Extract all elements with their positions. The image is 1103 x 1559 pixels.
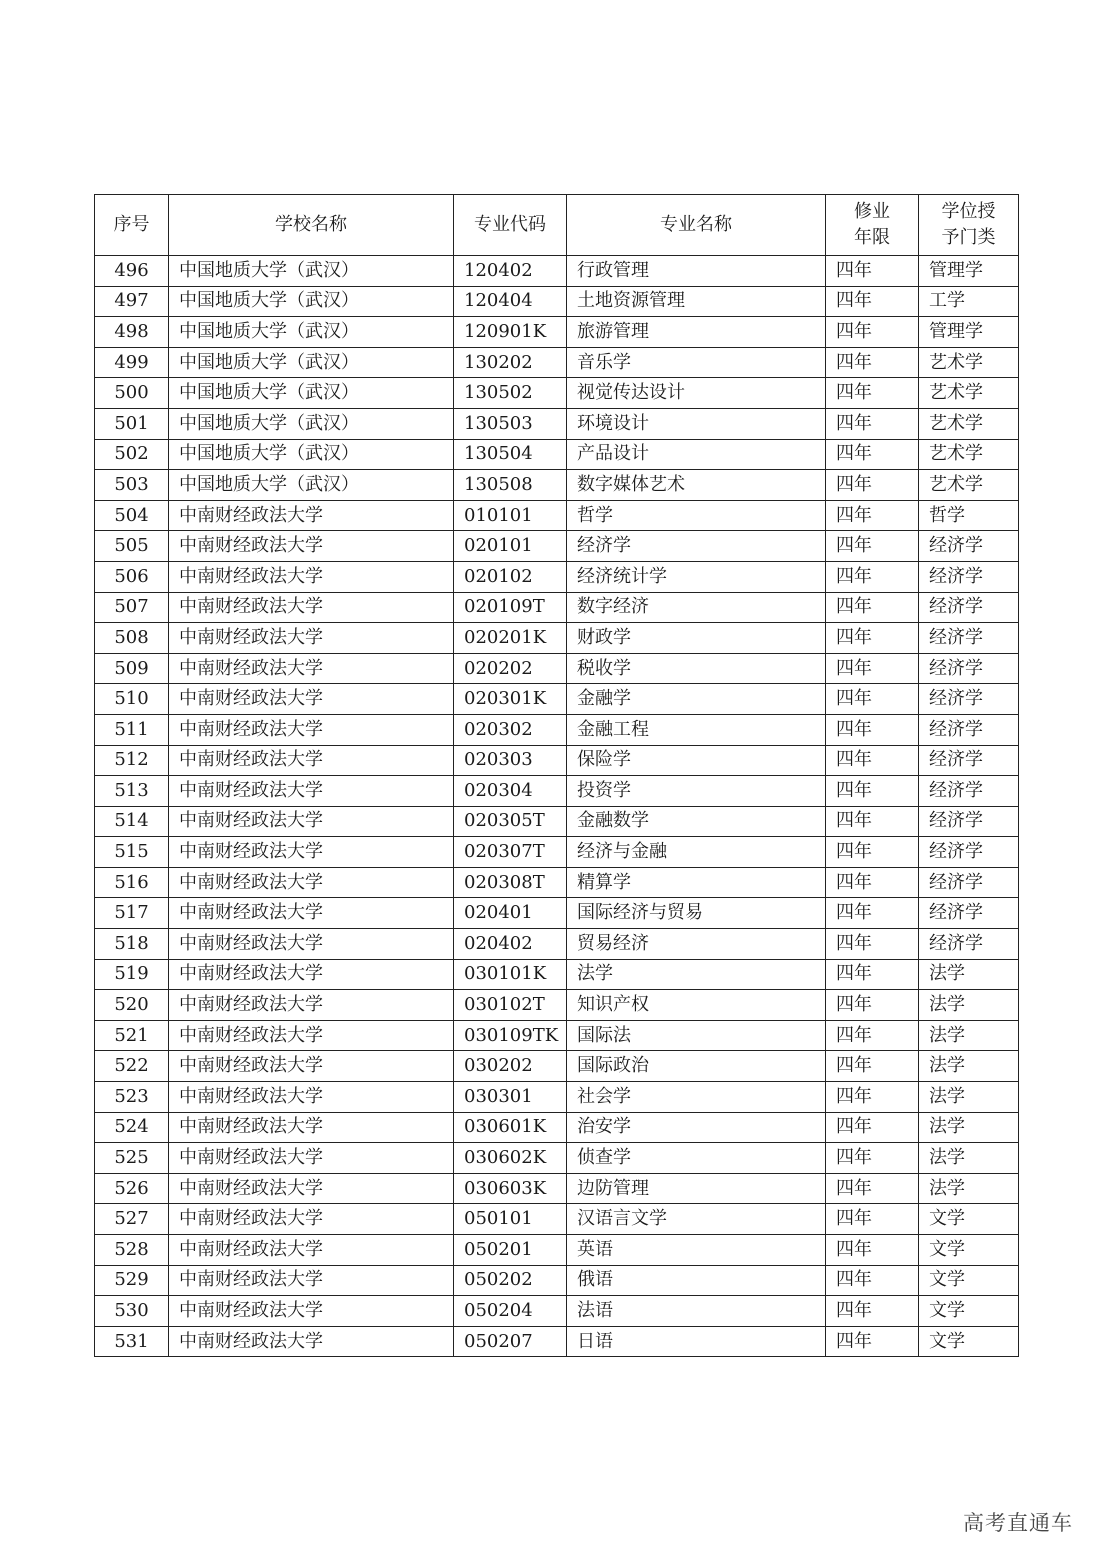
cell-index: 520 bbox=[95, 990, 169, 1021]
cell-code: 010101 bbox=[454, 500, 567, 531]
table-row bbox=[95, 470, 1019, 501]
cell-index: 531 bbox=[95, 1326, 169, 1357]
cell-index: 528 bbox=[95, 1235, 169, 1266]
cell-years: 四年 bbox=[826, 1020, 919, 1051]
cell-major: 治安学 bbox=[567, 1112, 826, 1143]
cell-school: 中南财经政法大学 bbox=[169, 776, 454, 807]
cell-major: 产品设计 bbox=[567, 439, 826, 470]
cell-index: 521 bbox=[95, 1020, 169, 1051]
header-years-line1: 修业 bbox=[854, 201, 890, 222]
header-degree-line2: 予门类 bbox=[941, 227, 996, 248]
cell-major: 侦查学 bbox=[567, 1143, 826, 1174]
cell-major: 金融工程 bbox=[567, 714, 826, 745]
cell-code: 020307T bbox=[454, 837, 567, 868]
cell-major: 经济学 bbox=[567, 531, 826, 562]
table-row bbox=[95, 347, 1019, 378]
cell-degree: 经济学 bbox=[919, 898, 1019, 929]
table-body bbox=[95, 256, 1019, 1357]
cell-index: 497 bbox=[95, 286, 169, 317]
cell-years: 四年 bbox=[826, 867, 919, 898]
cell-major: 旅游管理 bbox=[567, 317, 826, 348]
cell-major: 国际法 bbox=[567, 1020, 826, 1051]
cell-years: 四年 bbox=[826, 592, 919, 623]
cell-school: 中国地质大学（武汉） bbox=[169, 408, 454, 439]
cell-index: 519 bbox=[95, 959, 169, 990]
cell-index: 512 bbox=[95, 745, 169, 776]
cell-index: 526 bbox=[95, 1173, 169, 1204]
cell-major: 汉语言文学 bbox=[567, 1204, 826, 1235]
cell-index: 514 bbox=[95, 806, 169, 837]
cell-major: 法语 bbox=[567, 1296, 826, 1327]
cell-years: 四年 bbox=[826, 256, 919, 287]
cell-code: 020201K bbox=[454, 623, 567, 654]
cell-code: 020308T bbox=[454, 867, 567, 898]
table-row bbox=[95, 408, 1019, 439]
cell-index: 504 bbox=[95, 500, 169, 531]
table-row bbox=[95, 439, 1019, 470]
table-row bbox=[95, 867, 1019, 898]
cell-major: 社会学 bbox=[567, 1082, 826, 1113]
table-row bbox=[95, 806, 1019, 837]
cell-major: 经济与金融 bbox=[567, 837, 826, 868]
cell-index: 530 bbox=[95, 1296, 169, 1327]
cell-years: 四年 bbox=[826, 286, 919, 317]
table-row bbox=[95, 714, 1019, 745]
table-row bbox=[95, 1265, 1019, 1296]
cell-school: 中南财经政法大学 bbox=[169, 898, 454, 929]
cell-degree: 艺术学 bbox=[919, 470, 1019, 501]
cell-degree: 经济学 bbox=[919, 684, 1019, 715]
cell-major: 国际政治 bbox=[567, 1051, 826, 1082]
cell-code: 120402 bbox=[454, 256, 567, 287]
header-degree bbox=[919, 195, 1019, 256]
cell-school: 中南财经政法大学 bbox=[169, 990, 454, 1021]
cell-school: 中南财经政法大学 bbox=[169, 1296, 454, 1327]
table-row bbox=[95, 653, 1019, 684]
header-code: 专业代码 bbox=[454, 195, 567, 256]
cell-index: 523 bbox=[95, 1082, 169, 1113]
cell-degree: 经济学 bbox=[919, 623, 1019, 654]
cell-major: 法学 bbox=[567, 959, 826, 990]
table-row bbox=[95, 500, 1019, 531]
cell-school: 中南财经政法大学 bbox=[169, 1265, 454, 1296]
table-row bbox=[95, 1082, 1019, 1113]
cell-code: 120901K bbox=[454, 317, 567, 348]
cell-school: 中南财经政法大学 bbox=[169, 684, 454, 715]
cell-index: 501 bbox=[95, 408, 169, 439]
cell-code: 020303 bbox=[454, 745, 567, 776]
cell-years: 四年 bbox=[826, 317, 919, 348]
cell-major: 土地资源管理 bbox=[567, 286, 826, 317]
cell-school: 中南财经政法大学 bbox=[169, 929, 454, 960]
cell-index: 522 bbox=[95, 1051, 169, 1082]
cell-major: 环境设计 bbox=[567, 408, 826, 439]
cell-index: 508 bbox=[95, 623, 169, 654]
cell-degree: 经济学 bbox=[919, 561, 1019, 592]
cell-index: 518 bbox=[95, 929, 169, 960]
cell-school: 中南财经政法大学 bbox=[169, 959, 454, 990]
cell-code: 030301 bbox=[454, 1082, 567, 1113]
table-row bbox=[95, 1051, 1019, 1082]
cell-degree: 经济学 bbox=[919, 837, 1019, 868]
cell-school: 中国地质大学（武汉） bbox=[169, 347, 454, 378]
cell-years: 四年 bbox=[826, 408, 919, 439]
cell-code: 020102 bbox=[454, 561, 567, 592]
cell-code: 030101K bbox=[454, 959, 567, 990]
cell-major: 日语 bbox=[567, 1326, 826, 1357]
cell-code: 030602K bbox=[454, 1143, 567, 1174]
cell-index: 502 bbox=[95, 439, 169, 470]
cell-degree: 法学 bbox=[919, 1112, 1019, 1143]
cell-degree: 文学 bbox=[919, 1204, 1019, 1235]
cell-index: 509 bbox=[95, 653, 169, 684]
cell-degree: 文学 bbox=[919, 1326, 1019, 1357]
cell-code: 050204 bbox=[454, 1296, 567, 1327]
cell-school: 中南财经政法大学 bbox=[169, 592, 454, 623]
cell-school: 中南财经政法大学 bbox=[169, 806, 454, 837]
cell-code: 020401 bbox=[454, 898, 567, 929]
cell-major: 数字经济 bbox=[567, 592, 826, 623]
table-row bbox=[95, 776, 1019, 807]
table-row bbox=[95, 286, 1019, 317]
cell-degree: 法学 bbox=[919, 1020, 1019, 1051]
table-row bbox=[95, 898, 1019, 929]
cell-degree: 艺术学 bbox=[919, 378, 1019, 409]
cell-major: 行政管理 bbox=[567, 256, 826, 287]
cell-years: 四年 bbox=[826, 561, 919, 592]
cell-school: 中南财经政法大学 bbox=[169, 1112, 454, 1143]
cell-school: 中南财经政法大学 bbox=[169, 714, 454, 745]
cell-major: 音乐学 bbox=[567, 347, 826, 378]
table-row bbox=[95, 1020, 1019, 1051]
table-row bbox=[95, 561, 1019, 592]
table-row bbox=[95, 531, 1019, 562]
cell-code: 120404 bbox=[454, 286, 567, 317]
cell-major: 金融学 bbox=[567, 684, 826, 715]
cell-code: 030109TK bbox=[454, 1020, 567, 1051]
cell-school: 中南财经政法大学 bbox=[169, 1204, 454, 1235]
table-row bbox=[95, 684, 1019, 715]
cell-degree: 经济学 bbox=[919, 806, 1019, 837]
header-years bbox=[826, 195, 919, 256]
cell-major: 金融数学 bbox=[567, 806, 826, 837]
cell-code: 020202 bbox=[454, 653, 567, 684]
cell-degree: 经济学 bbox=[919, 592, 1019, 623]
cell-degree: 经济学 bbox=[919, 531, 1019, 562]
cell-degree: 文学 bbox=[919, 1265, 1019, 1296]
table-row bbox=[95, 1296, 1019, 1327]
cell-years: 四年 bbox=[826, 1143, 919, 1174]
cell-code: 020402 bbox=[454, 929, 567, 960]
cell-major: 视觉传达设计 bbox=[567, 378, 826, 409]
cell-major: 哲学 bbox=[567, 500, 826, 531]
cell-index: 527 bbox=[95, 1204, 169, 1235]
cell-code: 020304 bbox=[454, 776, 567, 807]
cell-major: 英语 bbox=[567, 1235, 826, 1266]
cell-years: 四年 bbox=[826, 378, 919, 409]
cell-code: 020101 bbox=[454, 531, 567, 562]
cell-degree: 法学 bbox=[919, 1173, 1019, 1204]
cell-major: 国际经济与贸易 bbox=[567, 898, 826, 929]
cell-degree: 文学 bbox=[919, 1235, 1019, 1266]
header-degree-line1: 学位授 bbox=[941, 201, 996, 222]
cell-school: 中国地质大学（武汉） bbox=[169, 439, 454, 470]
cell-code: 020302 bbox=[454, 714, 567, 745]
cell-years: 四年 bbox=[826, 1326, 919, 1357]
watermark: 高考直通车 bbox=[963, 1511, 1073, 1535]
cell-code: 130202 bbox=[454, 347, 567, 378]
cell-index: 524 bbox=[95, 1112, 169, 1143]
cell-years: 四年 bbox=[826, 500, 919, 531]
cell-years: 四年 bbox=[826, 684, 919, 715]
cell-years: 四年 bbox=[826, 959, 919, 990]
cell-degree: 法学 bbox=[919, 959, 1019, 990]
cell-years: 四年 bbox=[826, 653, 919, 684]
cell-code: 130508 bbox=[454, 470, 567, 501]
cell-years: 四年 bbox=[826, 837, 919, 868]
cell-years: 四年 bbox=[826, 714, 919, 745]
cell-school: 中南财经政法大学 bbox=[169, 1082, 454, 1113]
cell-index: 506 bbox=[95, 561, 169, 592]
cell-school: 中南财经政法大学 bbox=[169, 867, 454, 898]
table-row bbox=[95, 1112, 1019, 1143]
cell-index: 505 bbox=[95, 531, 169, 562]
table-row bbox=[95, 623, 1019, 654]
cell-code: 030102T bbox=[454, 990, 567, 1021]
cell-index: 503 bbox=[95, 470, 169, 501]
cell-major: 知识产权 bbox=[567, 990, 826, 1021]
cell-index: 511 bbox=[95, 714, 169, 745]
cell-code: 050202 bbox=[454, 1265, 567, 1296]
cell-code: 130504 bbox=[454, 439, 567, 470]
cell-index: 515 bbox=[95, 837, 169, 868]
cell-index: 516 bbox=[95, 867, 169, 898]
cell-school: 中南财经政法大学 bbox=[169, 1326, 454, 1357]
cell-major: 投资学 bbox=[567, 776, 826, 807]
cell-code: 020305T bbox=[454, 806, 567, 837]
cell-school: 中南财经政法大学 bbox=[169, 1235, 454, 1266]
cell-code: 130503 bbox=[454, 408, 567, 439]
cell-code: 050101 bbox=[454, 1204, 567, 1235]
cell-index: 510 bbox=[95, 684, 169, 715]
cell-degree: 管理学 bbox=[919, 317, 1019, 348]
cell-years: 四年 bbox=[826, 1204, 919, 1235]
header-index: 序号 bbox=[95, 195, 169, 256]
cell-school: 中国地质大学（武汉） bbox=[169, 256, 454, 287]
cell-school: 中南财经政法大学 bbox=[169, 500, 454, 531]
cell-index: 507 bbox=[95, 592, 169, 623]
cell-code: 030603K bbox=[454, 1173, 567, 1204]
table-row bbox=[95, 1204, 1019, 1235]
cell-school: 中国地质大学（武汉） bbox=[169, 378, 454, 409]
cell-years: 四年 bbox=[826, 1082, 919, 1113]
cell-degree: 艺术学 bbox=[919, 347, 1019, 378]
cell-major: 俄语 bbox=[567, 1265, 826, 1296]
header-school: 学校名称 bbox=[169, 195, 454, 256]
table-row bbox=[95, 256, 1019, 287]
table-header-row bbox=[95, 195, 1019, 256]
cell-degree: 经济学 bbox=[919, 653, 1019, 684]
table-row bbox=[95, 837, 1019, 868]
cell-major: 数字媒体艺术 bbox=[567, 470, 826, 501]
cell-degree: 法学 bbox=[919, 1082, 1019, 1113]
cell-code: 030601K bbox=[454, 1112, 567, 1143]
cell-index: 496 bbox=[95, 256, 169, 287]
cell-years: 四年 bbox=[826, 1235, 919, 1266]
cell-school: 中南财经政法大学 bbox=[169, 623, 454, 654]
cell-years: 四年 bbox=[826, 929, 919, 960]
cell-years: 四年 bbox=[826, 1265, 919, 1296]
cell-major: 贸易经济 bbox=[567, 929, 826, 960]
cell-degree: 法学 bbox=[919, 990, 1019, 1021]
cell-years: 四年 bbox=[826, 623, 919, 654]
table-row bbox=[95, 1173, 1019, 1204]
cell-degree: 经济学 bbox=[919, 714, 1019, 745]
cell-degree: 管理学 bbox=[919, 256, 1019, 287]
cell-code: 050207 bbox=[454, 1326, 567, 1357]
cell-major: 保险学 bbox=[567, 745, 826, 776]
cell-degree: 法学 bbox=[919, 1143, 1019, 1174]
cell-degree: 法学 bbox=[919, 1051, 1019, 1082]
cell-degree: 文学 bbox=[919, 1296, 1019, 1327]
cell-major: 财政学 bbox=[567, 623, 826, 654]
table-row bbox=[95, 745, 1019, 776]
table-row bbox=[95, 929, 1019, 960]
majors-table bbox=[94, 194, 1019, 1357]
cell-years: 四年 bbox=[826, 439, 919, 470]
table-row bbox=[95, 990, 1019, 1021]
cell-years: 四年 bbox=[826, 745, 919, 776]
cell-years: 四年 bbox=[826, 806, 919, 837]
cell-school: 中南财经政法大学 bbox=[169, 837, 454, 868]
cell-code: 020109T bbox=[454, 592, 567, 623]
cell-school: 中南财经政法大学 bbox=[169, 561, 454, 592]
cell-school: 中南财经政法大学 bbox=[169, 1173, 454, 1204]
cell-major: 边防管理 bbox=[567, 1173, 826, 1204]
header-major: 专业名称 bbox=[567, 195, 826, 256]
cell-degree: 经济学 bbox=[919, 929, 1019, 960]
cell-school: 中南财经政法大学 bbox=[169, 1020, 454, 1051]
cell-index: 513 bbox=[95, 776, 169, 807]
cell-years: 四年 bbox=[826, 1296, 919, 1327]
cell-index: 525 bbox=[95, 1143, 169, 1174]
header-years-line2: 年限 bbox=[854, 227, 890, 248]
cell-code: 030202 bbox=[454, 1051, 567, 1082]
cell-school: 中国地质大学（武汉） bbox=[169, 286, 454, 317]
cell-school: 中国地质大学（武汉） bbox=[169, 470, 454, 501]
table-row bbox=[95, 1235, 1019, 1266]
cell-major: 税收学 bbox=[567, 653, 826, 684]
table-row bbox=[95, 317, 1019, 348]
cell-school: 中南财经政法大学 bbox=[169, 1051, 454, 1082]
cell-degree: 经济学 bbox=[919, 745, 1019, 776]
cell-index: 517 bbox=[95, 898, 169, 929]
cell-years: 四年 bbox=[826, 531, 919, 562]
table-row bbox=[95, 378, 1019, 409]
cell-years: 四年 bbox=[826, 470, 919, 501]
table-row bbox=[95, 959, 1019, 990]
cell-years: 四年 bbox=[826, 1051, 919, 1082]
cell-major: 经济统计学 bbox=[567, 561, 826, 592]
cell-years: 四年 bbox=[826, 990, 919, 1021]
cell-years: 四年 bbox=[826, 776, 919, 807]
table-row bbox=[95, 592, 1019, 623]
cell-degree: 艺术学 bbox=[919, 408, 1019, 439]
cell-index: 499 bbox=[95, 347, 169, 378]
majors-table-container bbox=[94, 194, 1018, 1357]
cell-years: 四年 bbox=[826, 347, 919, 378]
cell-index: 500 bbox=[95, 378, 169, 409]
table-row bbox=[95, 1143, 1019, 1174]
cell-degree: 经济学 bbox=[919, 867, 1019, 898]
cell-major: 精算学 bbox=[567, 867, 826, 898]
cell-school: 中南财经政法大学 bbox=[169, 745, 454, 776]
cell-code: 020301K bbox=[454, 684, 567, 715]
cell-degree: 工学 bbox=[919, 286, 1019, 317]
cell-years: 四年 bbox=[826, 1112, 919, 1143]
cell-school: 中南财经政法大学 bbox=[169, 531, 454, 562]
cell-school: 中南财经政法大学 bbox=[169, 1143, 454, 1174]
cell-degree: 哲学 bbox=[919, 500, 1019, 531]
cell-degree: 艺术学 bbox=[919, 439, 1019, 470]
cell-years: 四年 bbox=[826, 898, 919, 929]
cell-code: 050201 bbox=[454, 1235, 567, 1266]
cell-degree: 经济学 bbox=[919, 776, 1019, 807]
cell-index: 529 bbox=[95, 1265, 169, 1296]
cell-school: 中国地质大学（武汉） bbox=[169, 317, 454, 348]
cell-index: 498 bbox=[95, 317, 169, 348]
cell-school: 中南财经政法大学 bbox=[169, 653, 454, 684]
table-row bbox=[95, 1326, 1019, 1357]
cell-code: 130502 bbox=[454, 378, 567, 409]
cell-years: 四年 bbox=[826, 1173, 919, 1204]
